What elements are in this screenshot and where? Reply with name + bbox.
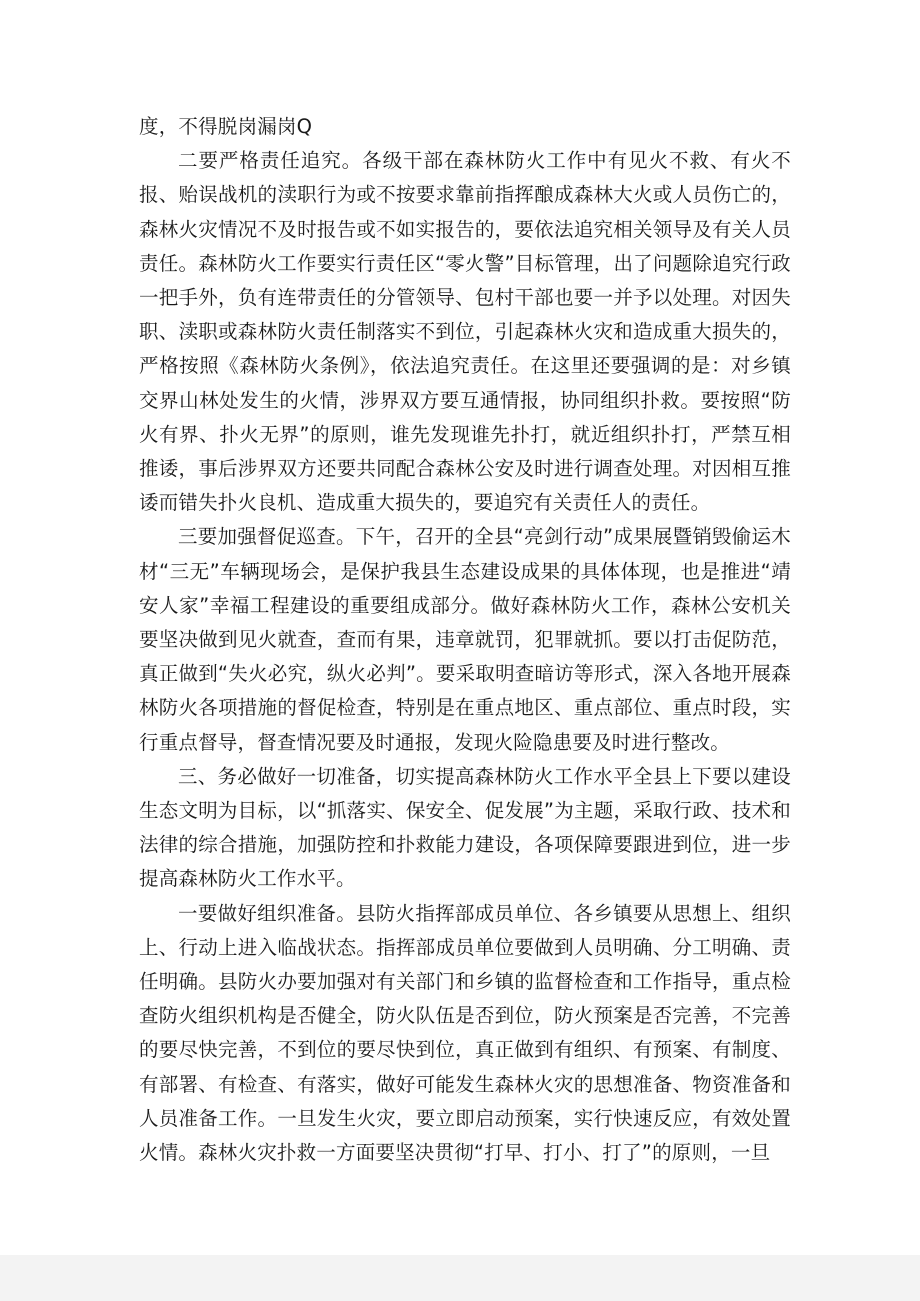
document-body	[139, 110, 791, 1170]
paragraph-continuation: 度，不得脱岗漏岗Q	[139, 115, 313, 138]
paragraph-section-three: 三、务必做好一切准备，切实提高森林防火工作水平全县上下要以建设生态文明为目标，以“抓落实、保安全、促发展”为主题，采取行政、技术和法律的综合措施，加强防控和扑救能力建设，各项保障要跟进到位，进一步提高森林防火工作水平。	[139, 764, 791, 891]
paragraph-accountability: 二要严格责任追究。各级干部在森林防火工作中有见火不救、有火不报、贻误战机的渎职行为或不按要求靠前指挥酿成森林大火或人员伤亡的，森林火灾情况不及时报告或不如实报告的，要依法追究相关领导及有关人员责任。森林防火工作要实行责任区“零火警”目标管理，出了问题除追究行政一把手外，负有连带责任的分管领导、包村干部也要一并予以处理。对因失职、渎职或森林防火责任制落实不到位，引起森林火灾和造成重大损失的，严格按照《森林防火条例》，依法追究责任。在这里还要强调的是：对乡镇交界山林处发生的火情，涉界双方要互通情报，协同组织扑救。要按照“防火有界、扑火无界”的原则，谁先发现谁先扑打，就近组织扑打，严禁互相推诿，事后涉界双方还要共同配合森林公安及时进行调查处理。对因相互推诿而错失扑火良机、造成重大损失的，要追究有关责任人的责任。	[139, 149, 791, 515]
paragraph-inspection: 三要加强督促巡查。下午，召开的全县“亮剑行动”成果展暨销毁偷运木材“三无”车辆现场会，是保护我县生态建设成果的具体体现，也是推进“靖安人家”幸福工程建设的重要组成部分。做好森林防火工作，森林公安机关要坚决做到见火就查，查而有果，违章就罚，犯罪就抓。要以打击促防范，真正做到“失火必究，纵火必判”。要采取明查暗访等形式，深入各地开展森林防火各项措施的督促检查，特别是在重点地区、重点部位、重点时段，实行重点督导，督查情况要及时通报，发现火险隐患要及时进行整改。	[139, 525, 791, 754]
page-footer-strip	[0, 1255, 920, 1301]
paragraph-organization: 一要做好组织准备。县防火指挥部成员单位、各乡镇要从思想上、组织上、行动上进入临战状态。指挥部成员单位要做到人员明确、分工明确、责任明确。县防火办要加强对有关部门和乡镇的监督检查和工作指导，重点检查防火组织机构是否健全，防火队伍是否到位，防火预案是否完善，不完善的要尽快完善，不到位的要尽快到位，真正做到有组织、有预案、有制度、有部署、有检查、有落实，做好可能发生森林火灾的思想准备、物资准备和人员准备工作。一旦发生火灾，要立即启动预案，实行快速反应，有效处置火情。森林火灾扑救一方面要坚决贯彻“打早、打小、打了”的原则，一旦	[139, 901, 791, 1165]
